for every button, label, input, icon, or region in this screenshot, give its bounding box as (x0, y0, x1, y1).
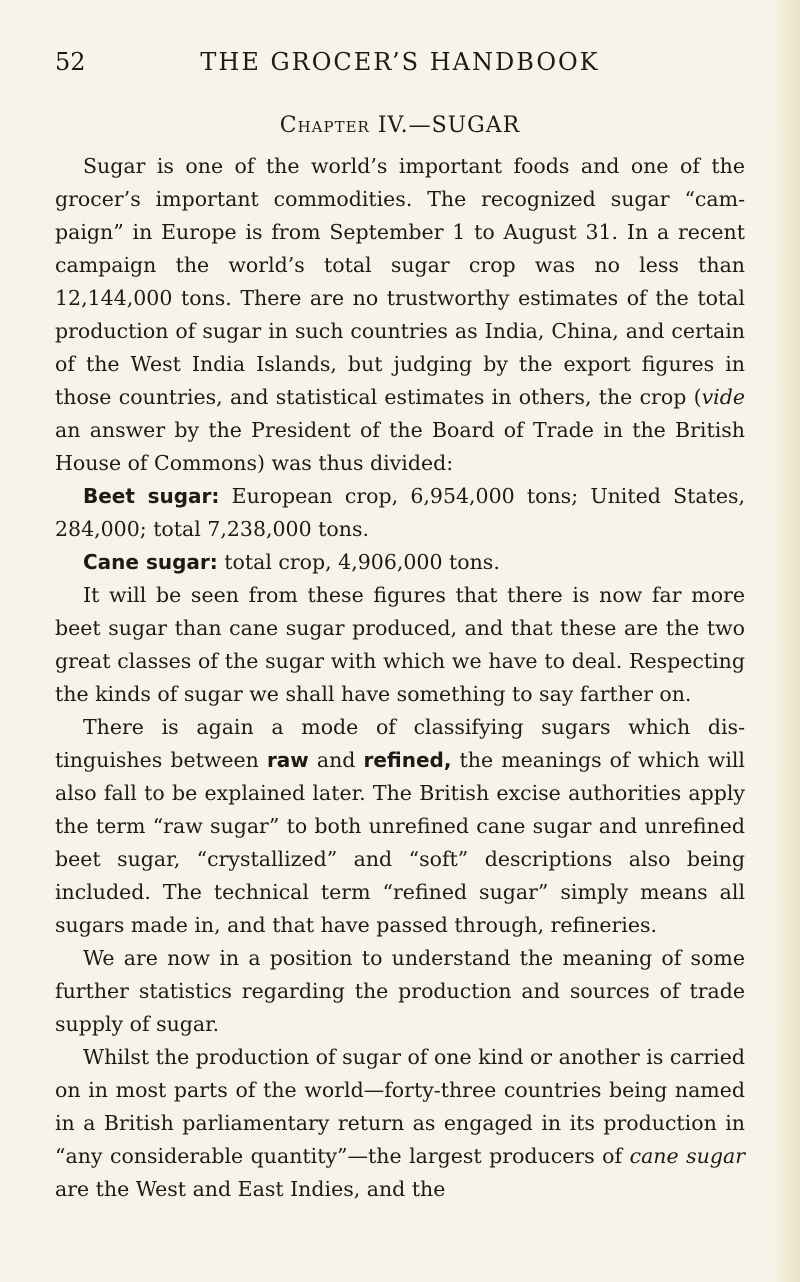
chapter-title: Chapter IV.—SUGAR (279, 113, 521, 138)
intro-text: Sugar is one of the world’s important foods and one of the grocer’s important commodities. The recognized sugar “cam-paign” in Europe is from September 1 to August 31. In a recent campaign the world’s total sugar crop was no less than 12,144,000 tons. There are no trustworthy estimates of the total production of sugar in such countries as India, China, and certain of the West India Islands, but judging by the export figures in those countries, and statistical estimates in others, the crop ( (55, 154, 745, 409)
paragraph-statistics: We are now in a position to understand the meaning of some further statistics regarding the production and sources of trade supply of sugar. (55, 946, 745, 1036)
running-title: THE GROCER’S HANDBOOK (200, 48, 600, 76)
page-number: 52 (55, 48, 86, 76)
production-text: Whilst the production of sugar of one kind or another is carried on in most parts of the world—forty-three countries being named in a British parliamentary return as engaged in its production in “any considerable quantity”—the largest producers of (55, 1045, 745, 1168)
paragraph-classification (55, 711, 745, 942)
classification-text-end: the meanings of which will also fall to be explained later. The British excise authorities apply the term “raw sugar” to both unrefined cane sugar and unrefined beet sugar, “crystallized” and “soft” descriptions also being included. The technical term “refined sugar” simply means all sugars made in, and that have passed through, refineries. (55, 748, 745, 937)
paragraph-production (55, 1041, 745, 1206)
body-text (55, 150, 745, 1206)
beet-sugar-text: European crop, 6,954,000 tons; United States, 284,000; total 7,238,000 tons. (55, 484, 745, 541)
raw-term: raw (266, 748, 309, 772)
cane-sugar-italic: cane sugar (629, 1144, 745, 1168)
vide-italic: vide (701, 385, 745, 409)
page-header (55, 40, 745, 80)
page-edge-shading (772, 0, 800, 1282)
classification-text: There is again a mode of classifying sugars which dis-tinguishes between (55, 715, 745, 772)
intro-text-end: an answer by the President of the Board of Trade in the British House of Commons) was thus divided: (55, 418, 745, 475)
paragraph-comparison: It will be seen from these figures that there is now far more beet sugar than cane sugar produced, and that these are the two great classes of the sugar with which we have to deal. Respecting the kinds of sugar we shall have something to say farther on. (55, 583, 745, 706)
paragraph-beet-sugar (55, 480, 745, 546)
beet-sugar-label: Beet sugar: (83, 484, 220, 508)
cane-sugar-text: total crop, 4,906,000 tons. (217, 550, 500, 574)
production-text-end: are the West and East Indies, and the (55, 1177, 446, 1201)
paragraph-cane-sugar (55, 546, 745, 579)
refined-term: refined, (363, 748, 452, 772)
cane-sugar-label: Cane sugar: (83, 550, 218, 574)
paragraph-intro (55, 150, 745, 480)
and-text: and (308, 748, 364, 772)
